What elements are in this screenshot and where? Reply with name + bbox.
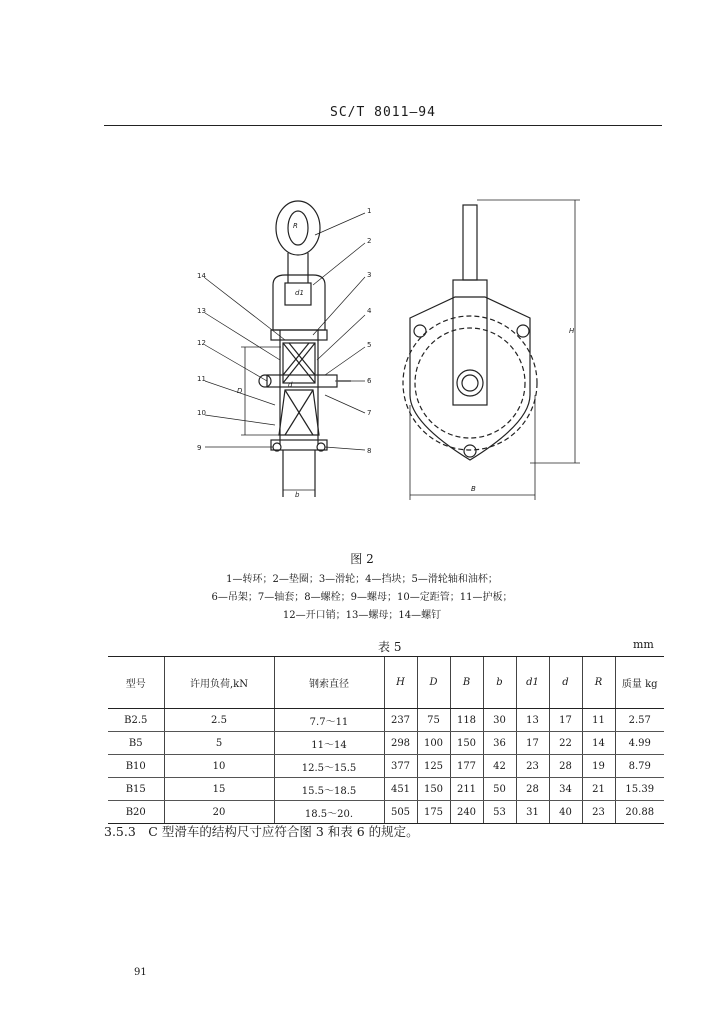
cell-R: 21: [582, 778, 615, 801]
cell-rope-diameter: 12.5～15.5: [274, 755, 384, 778]
cell-b: 50: [483, 778, 516, 801]
col-header-R: R: [582, 657, 615, 709]
col-header-B: B: [450, 657, 483, 709]
col-header-D: D: [417, 657, 450, 709]
callout-8: 8: [367, 447, 372, 455]
callout-14: 14: [197, 272, 206, 280]
callout-7: 7: [367, 409, 372, 417]
standard-header: SC/T 8011—94: [330, 105, 436, 120]
cell-model: B2.5: [108, 709, 164, 732]
page-number: 91: [134, 967, 147, 978]
callout-13: 13: [197, 307, 206, 315]
table-row: [108, 778, 664, 801]
spec-table: [108, 656, 664, 824]
cell-b: 36: [483, 732, 516, 755]
cell-D: 75: [417, 709, 450, 732]
clause-3-5-3: 3.5.3 C 型滑车的结构尺寸应符合图 3 和表 6 的规定。: [104, 824, 419, 839]
header-rule: [104, 125, 662, 126]
cell-R: 14: [582, 732, 615, 755]
cell-B: 118: [450, 709, 483, 732]
table-row: [108, 801, 664, 824]
cell-d1: 28: [516, 778, 549, 801]
cell-mass: 8.79: [615, 755, 664, 778]
cell-b: 30: [483, 709, 516, 732]
cell-D: 150: [417, 778, 450, 801]
cell-mass: 2.57: [615, 709, 664, 732]
label-R: R: [293, 222, 298, 230]
cell-d1: 23: [516, 755, 549, 778]
table-row: [108, 732, 664, 755]
callout-11: 11: [197, 375, 206, 383]
callout-4: 4: [367, 307, 372, 315]
table-title: 表 5: [378, 640, 402, 654]
cell-rope-diameter: 11～14: [274, 732, 384, 755]
cell-d: 28: [549, 755, 582, 778]
col-header-H: H: [384, 657, 417, 709]
pulley-block-drawing: [185, 185, 585, 520]
legend-line-3: 12—开口销；13—螺母；14—螺钉: [282, 610, 442, 621]
table-unit: mm: [633, 638, 654, 651]
label-d: d: [288, 381, 293, 389]
callout-12: 12: [197, 339, 206, 347]
frame-side-view: [403, 205, 537, 460]
callout-1: 1: [367, 207, 372, 215]
callout-numbers: [197, 207, 575, 499]
table-row: [108, 709, 664, 732]
cell-H: 298: [384, 732, 417, 755]
cell-H: 505: [384, 801, 417, 824]
cell-d1: 17: [516, 732, 549, 755]
cell-R: 23: [582, 801, 615, 824]
callout-leaders: [205, 213, 365, 450]
cell-H: 451: [384, 778, 417, 801]
cell-d1: 13: [516, 709, 549, 732]
col-header-mass: 质量 kg: [615, 657, 664, 709]
table-header-row: [108, 657, 664, 709]
cell-R: 19: [582, 755, 615, 778]
cell-mass: 15.39: [615, 778, 664, 801]
cell-mass: 20.88: [615, 801, 664, 824]
callout-6: 6: [367, 377, 372, 385]
label-d1: d1: [295, 289, 304, 297]
cell-model: B15: [108, 778, 164, 801]
cell-rope-diameter: 18.5～20.: [274, 801, 384, 824]
cell-D: 125: [417, 755, 450, 778]
label-H: H: [569, 327, 575, 335]
callout-3: 3: [367, 271, 372, 279]
cell-D: 100: [417, 732, 450, 755]
legend-line-1: 1—转环；2—垫圈；3—滑轮；4—挡块；5—滑轮轴和油杯；: [226, 574, 498, 585]
callout-5: 5: [367, 341, 372, 349]
label-D: D: [237, 387, 243, 395]
cell-load: 20: [164, 801, 274, 824]
col-header-d: d: [549, 657, 582, 709]
col-header-load: 许用负荷,kN: [164, 657, 274, 709]
cell-d1: 31: [516, 801, 549, 824]
col-header-d1: d1: [516, 657, 549, 709]
cell-b: 53: [483, 801, 516, 824]
cell-mass: 4.99: [615, 732, 664, 755]
table-row: [108, 755, 664, 778]
col-header-b: b: [483, 657, 516, 709]
cell-load: 2.5: [164, 709, 274, 732]
cell-B: 240: [450, 801, 483, 824]
label-B: B: [471, 485, 476, 493]
cell-load: 10: [164, 755, 274, 778]
cell-b: 42: [483, 755, 516, 778]
col-header-rope-diameter: 钢索直径: [274, 657, 384, 709]
cell-H: 377: [384, 755, 417, 778]
label-b: b: [295, 491, 300, 499]
callout-10: 10: [197, 409, 206, 417]
cell-B: 150: [450, 732, 483, 755]
cell-d: 17: [549, 709, 582, 732]
swivel-ring: [276, 201, 320, 283]
cell-d: 22: [549, 732, 582, 755]
cell-B: 211: [450, 778, 483, 801]
cell-H: 237: [384, 709, 417, 732]
callout-2: 2: [367, 237, 372, 245]
legend-line-2: 6—吊架；7—轴套；8—螺栓；9—螺母；10—定距管；11—护板；: [211, 592, 513, 603]
cell-B: 177: [450, 755, 483, 778]
cell-load: 5: [164, 732, 274, 755]
cell-model: B20: [108, 801, 164, 824]
cell-model: B10: [108, 755, 164, 778]
dimension-lines-right: [410, 200, 580, 500]
cell-load: 15: [164, 778, 274, 801]
cell-model: B5: [108, 732, 164, 755]
cell-rope-diameter: 15.5～18.5: [274, 778, 384, 801]
cell-d: 40: [549, 801, 582, 824]
cell-d: 34: [549, 778, 582, 801]
cell-D: 175: [417, 801, 450, 824]
cell-rope-diameter: 7.7～11: [274, 709, 384, 732]
cell-R: 11: [582, 709, 615, 732]
callout-9: 9: [197, 444, 202, 452]
col-header-model: 型号: [108, 657, 164, 709]
figure-caption: 图 2: [350, 552, 374, 566]
